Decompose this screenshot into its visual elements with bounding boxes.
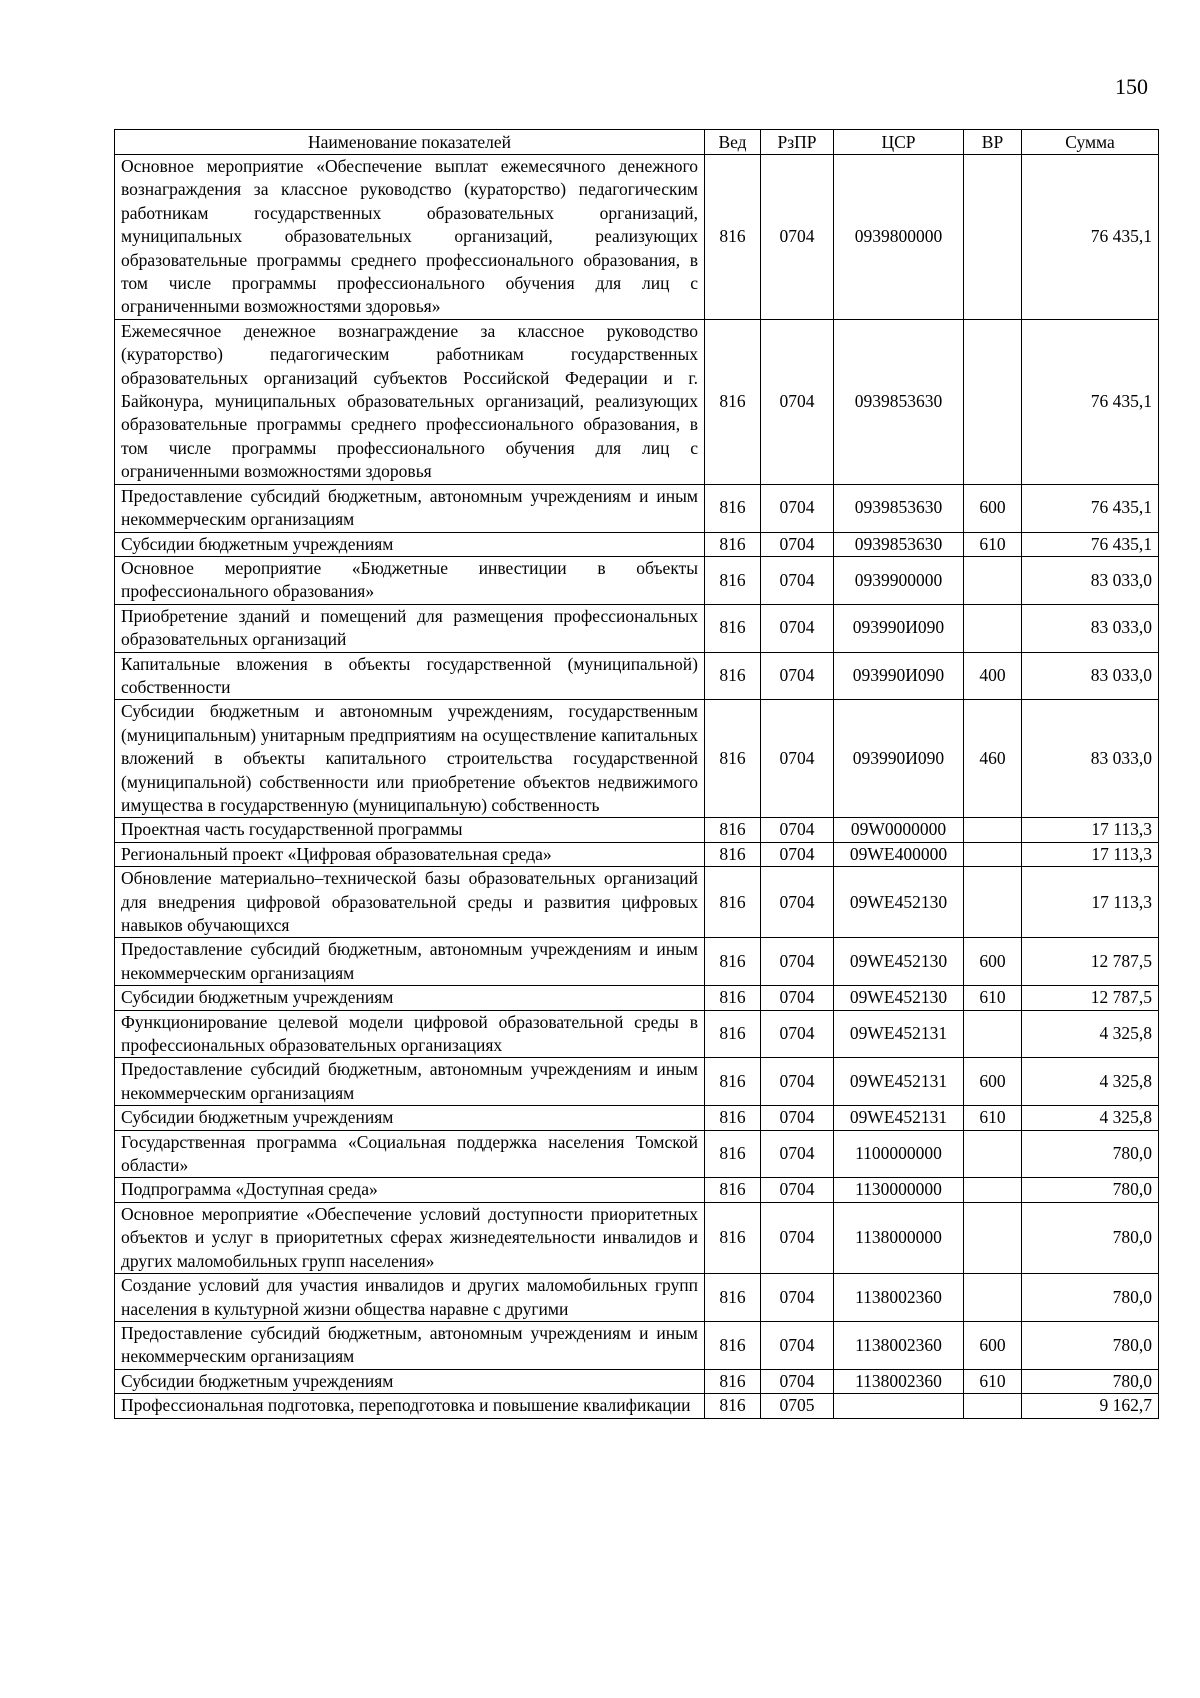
- cell-csr: [834, 1394, 964, 1418]
- cell-sum: 9 162,7: [1022, 1394, 1159, 1418]
- cell-ved: 816: [705, 986, 761, 1010]
- cell-ved: 816: [705, 155, 761, 320]
- table-row: [115, 1106, 1159, 1130]
- cell-csr: 09W0000000: [834, 818, 964, 842]
- cell-rzpr: 0704: [761, 652, 834, 700]
- cell-csr: 0939853630: [834, 319, 964, 484]
- cell-rzpr: 0704: [761, 842, 834, 866]
- cell-ved: 816: [705, 1394, 761, 1418]
- cell-sum: 76 435,1: [1022, 484, 1159, 532]
- cell-sum: 780,0: [1022, 1178, 1159, 1202]
- cell-vr: 610: [964, 532, 1022, 556]
- cell-name: Предоставление субсидий бюджетным, автономным учреждениям и иным некоммерческим организациям: [115, 1058, 705, 1106]
- cell-csr: 09WE452131: [834, 1106, 964, 1130]
- cell-ved: 816: [705, 1010, 761, 1058]
- cell-csr: 09WE452130: [834, 867, 964, 938]
- cell-sum: 83 033,0: [1022, 652, 1159, 700]
- cell-name: Приобретение зданий и помещений для размещения профессиональных образовательных организаций: [115, 604, 705, 652]
- cell-sum: 76 435,1: [1022, 319, 1159, 484]
- cell-vr: [964, 604, 1022, 652]
- cell-ved: 816: [705, 532, 761, 556]
- cell-rzpr: 0705: [761, 1394, 834, 1418]
- table-row: [115, 155, 1159, 320]
- cell-ved: 816: [705, 1106, 761, 1130]
- cell-rzpr: 0704: [761, 1010, 834, 1058]
- cell-csr: 0939853630: [834, 532, 964, 556]
- cell-ved: 816: [705, 1058, 761, 1106]
- cell-name: Создание условий для участия инвалидов и других маломобильных групп населения в культурной жизни общества наравне с другими: [115, 1274, 705, 1322]
- cell-csr: 1130000000: [834, 1178, 964, 1202]
- cell-csr: 1138000000: [834, 1202, 964, 1273]
- cell-vr: [964, 818, 1022, 842]
- cell-ved: 816: [705, 867, 761, 938]
- cell-name: Субсидии бюджетным учреждениям: [115, 1369, 705, 1393]
- cell-rzpr: 0704: [761, 1274, 834, 1322]
- cell-vr: [964, 1274, 1022, 1322]
- cell-name: Проектная часть государственной программы: [115, 818, 705, 842]
- cell-name: Функционирование целевой модели цифровой образовательной среды в профессиональных образовательных организациях: [115, 1010, 705, 1058]
- table-row: [115, 1178, 1159, 1202]
- table-row: [115, 818, 1159, 842]
- cell-vr: [964, 1010, 1022, 1058]
- cell-rzpr: 0704: [761, 700, 834, 818]
- cell-rzpr: 0704: [761, 1321, 834, 1369]
- table-row: [115, 1130, 1159, 1178]
- cell-rzpr: 0704: [761, 1058, 834, 1106]
- table-row: [115, 1321, 1159, 1369]
- cell-rzpr: 0704: [761, 604, 834, 652]
- cell-csr: 0939800000: [834, 155, 964, 320]
- cell-rzpr: 0704: [761, 1202, 834, 1273]
- table-row: [115, 938, 1159, 986]
- cell-rzpr: 0704: [761, 986, 834, 1010]
- table-row: [115, 484, 1159, 532]
- table-row: [115, 867, 1159, 938]
- cell-sum: 780,0: [1022, 1202, 1159, 1273]
- cell-rzpr: 0704: [761, 556, 834, 604]
- cell-rzpr: 0704: [761, 319, 834, 484]
- cell-name: Основное мероприятие «Обеспечение условий доступности приоритетных объектов и услуг в приоритетных сферах жизнедеятельности инвалидов и других маломобильных групп населения»: [115, 1202, 705, 1273]
- cell-rzpr: 0704: [761, 818, 834, 842]
- cell-name: Ежемесячное денежное вознаграждение за классное руководство (кураторство) педагогическим работникам государственных образовательных организаций субъектов Российской Федерации и г. Байконура, муниципальных образовательных организаций, реализующих образовательные программы среднего профессионального образования, в том числе программы профессионального обучения для лиц с ограниченными возможностями здоровья: [115, 319, 705, 484]
- cell-name: Капитальные вложения в объекты государственной (муниципальной) собственности: [115, 652, 705, 700]
- cell-ved: 816: [705, 1202, 761, 1273]
- table-row: [115, 700, 1159, 818]
- cell-vr: [964, 155, 1022, 320]
- page-number: 150: [1115, 74, 1148, 99]
- cell-name: Субсидии бюджетным учреждениям: [115, 986, 705, 1010]
- cell-rzpr: 0704: [761, 1178, 834, 1202]
- cell-rzpr: 0704: [761, 938, 834, 986]
- cell-csr: 1138002360: [834, 1274, 964, 1322]
- cell-csr: 093990И090: [834, 604, 964, 652]
- cell-sum: 83 033,0: [1022, 604, 1159, 652]
- cell-ved: 816: [705, 652, 761, 700]
- header-ved: Вед: [705, 130, 761, 155]
- cell-ved: 816: [705, 1274, 761, 1322]
- cell-ved: 816: [705, 818, 761, 842]
- cell-name: Субсидии бюджетным учреждениям: [115, 1106, 705, 1130]
- header-vr: ВР: [964, 130, 1022, 155]
- table-row: [115, 319, 1159, 484]
- cell-name: Предоставление субсидий бюджетным, автономным учреждениям и иным некоммерческим организациям: [115, 938, 705, 986]
- cell-rzpr: 0704: [761, 532, 834, 556]
- cell-rzpr: 0704: [761, 155, 834, 320]
- cell-ved: 816: [705, 319, 761, 484]
- cell-rzpr: 0704: [761, 867, 834, 938]
- cell-vr: 400: [964, 652, 1022, 700]
- table-row: [115, 1058, 1159, 1106]
- cell-ved: 816: [705, 938, 761, 986]
- cell-vr: [964, 867, 1022, 938]
- cell-vr: 600: [964, 1321, 1022, 1369]
- cell-rzpr: 0704: [761, 1369, 834, 1393]
- cell-name: Обновление материально–технической базы образовательных организаций для внедрения цифровой образовательной среды и развития цифровых навыков обучающихся: [115, 867, 705, 938]
- cell-ved: 816: [705, 1178, 761, 1202]
- cell-csr: 1138002360: [834, 1369, 964, 1393]
- cell-name: Предоставление субсидий бюджетным, автономным учреждениям и иным некоммерческим организациям: [115, 1321, 705, 1369]
- cell-ved: 816: [705, 604, 761, 652]
- cell-vr: 600: [964, 1058, 1022, 1106]
- cell-vr: 460: [964, 700, 1022, 818]
- cell-sum: 780,0: [1022, 1274, 1159, 1322]
- table-row: [115, 842, 1159, 866]
- table-row: [115, 532, 1159, 556]
- table-row: [115, 1274, 1159, 1322]
- cell-csr: 093990И090: [834, 700, 964, 818]
- cell-vr: 600: [964, 484, 1022, 532]
- cell-sum: 780,0: [1022, 1369, 1159, 1393]
- cell-vr: [964, 1130, 1022, 1178]
- cell-csr: 09WE452131: [834, 1010, 964, 1058]
- cell-ved: 816: [705, 842, 761, 866]
- cell-sum: 83 033,0: [1022, 700, 1159, 818]
- cell-ved: 816: [705, 700, 761, 818]
- cell-vr: [964, 319, 1022, 484]
- cell-vr: [964, 842, 1022, 866]
- cell-csr: 0939853630: [834, 484, 964, 532]
- cell-vr: [964, 1202, 1022, 1273]
- cell-csr: 093990И090: [834, 652, 964, 700]
- table-row: [115, 1010, 1159, 1058]
- cell-name: Предоставление субсидий бюджетным, автономным учреждениям и иным некоммерческим организациям: [115, 484, 705, 532]
- table-body: [115, 155, 1159, 1419]
- cell-name: Основное мероприятие «Обеспечение выплат ежемесячного денежного вознаграждения за классное руководство (кураторство) педагогическим работникам государственных образовательных организаций, муниципальных образовательных организаций, реализующих образовательные программы среднего профессионального образования, в том числе программы профессионального обучения для лиц с ограниченными возможностями здоровья»: [115, 155, 705, 320]
- cell-vr: 600: [964, 938, 1022, 986]
- cell-ved: 816: [705, 1130, 761, 1178]
- cell-name: Региональный проект «Цифровая образовательная среда»: [115, 842, 705, 866]
- cell-sum: 12 787,5: [1022, 986, 1159, 1010]
- cell-sum: 4 325,8: [1022, 1058, 1159, 1106]
- cell-name: Государственная программа «Социальная поддержка населения Томской области»: [115, 1130, 705, 1178]
- table-row: [115, 556, 1159, 604]
- cell-name: Субсидии бюджетным учреждениям: [115, 532, 705, 556]
- cell-sum: 76 435,1: [1022, 155, 1159, 320]
- table-row: [115, 986, 1159, 1010]
- cell-sum: 4 325,8: [1022, 1010, 1159, 1058]
- cell-ved: 816: [705, 1321, 761, 1369]
- table-row: [115, 1202, 1159, 1273]
- cell-vr: [964, 1178, 1022, 1202]
- table-row: [115, 604, 1159, 652]
- cell-vr: 610: [964, 1106, 1022, 1130]
- cell-ved: 816: [705, 556, 761, 604]
- cell-sum: 780,0: [1022, 1321, 1159, 1369]
- cell-ved: 816: [705, 484, 761, 532]
- cell-sum: 17 113,3: [1022, 842, 1159, 866]
- cell-sum: 76 435,1: [1022, 532, 1159, 556]
- cell-rzpr: 0704: [761, 1130, 834, 1178]
- cell-name: Основное мероприятие «Бюджетные инвестиции в объекты профессионального образования»: [115, 556, 705, 604]
- cell-csr: 09WE452130: [834, 938, 964, 986]
- cell-ved: 816: [705, 1369, 761, 1393]
- cell-name: Подпрограмма «Доступная среда»: [115, 1178, 705, 1202]
- cell-sum: 83 033,0: [1022, 556, 1159, 604]
- cell-csr: 09WE452130: [834, 986, 964, 1010]
- table-header-row: [115, 130, 1159, 155]
- cell-csr: 09WE452131: [834, 1058, 964, 1106]
- header-sum: Сумма: [1022, 130, 1159, 155]
- cell-sum: 17 113,3: [1022, 867, 1159, 938]
- cell-name: Субсидии бюджетным и автономным учреждениям, государственным (муниципальным) унитарным предприятиям на осуществление капитальных вложений в объекты капитального строительства государственной (муниципальной) собственности или приобретение объектов недвижимого имущества в государственную (муниципальную) собственность: [115, 700, 705, 818]
- table-row: [115, 652, 1159, 700]
- cell-name: Профессиональная подготовка, переподготовка и повышение квалификации: [115, 1394, 705, 1418]
- cell-sum: 780,0: [1022, 1130, 1159, 1178]
- header-name: Наименование показателей: [115, 130, 705, 155]
- cell-csr: 1138002360: [834, 1321, 964, 1369]
- cell-sum: 12 787,5: [1022, 938, 1159, 986]
- header-csr: ЦСР: [834, 130, 964, 155]
- cell-sum: 17 113,3: [1022, 818, 1159, 842]
- cell-vr: 610: [964, 986, 1022, 1010]
- cell-rzpr: 0704: [761, 484, 834, 532]
- cell-sum: 4 325,8: [1022, 1106, 1159, 1130]
- table-row: [115, 1394, 1159, 1418]
- cell-vr: [964, 556, 1022, 604]
- cell-csr: 1100000000: [834, 1130, 964, 1178]
- cell-csr: 09WE400000: [834, 842, 964, 866]
- budget-table: [114, 129, 1159, 1419]
- cell-rzpr: 0704: [761, 1106, 834, 1130]
- cell-vr: [964, 1394, 1022, 1418]
- cell-vr: 610: [964, 1369, 1022, 1393]
- header-rzpr: РзПР: [761, 130, 834, 155]
- table-row: [115, 1369, 1159, 1393]
- cell-csr: 0939900000: [834, 556, 964, 604]
